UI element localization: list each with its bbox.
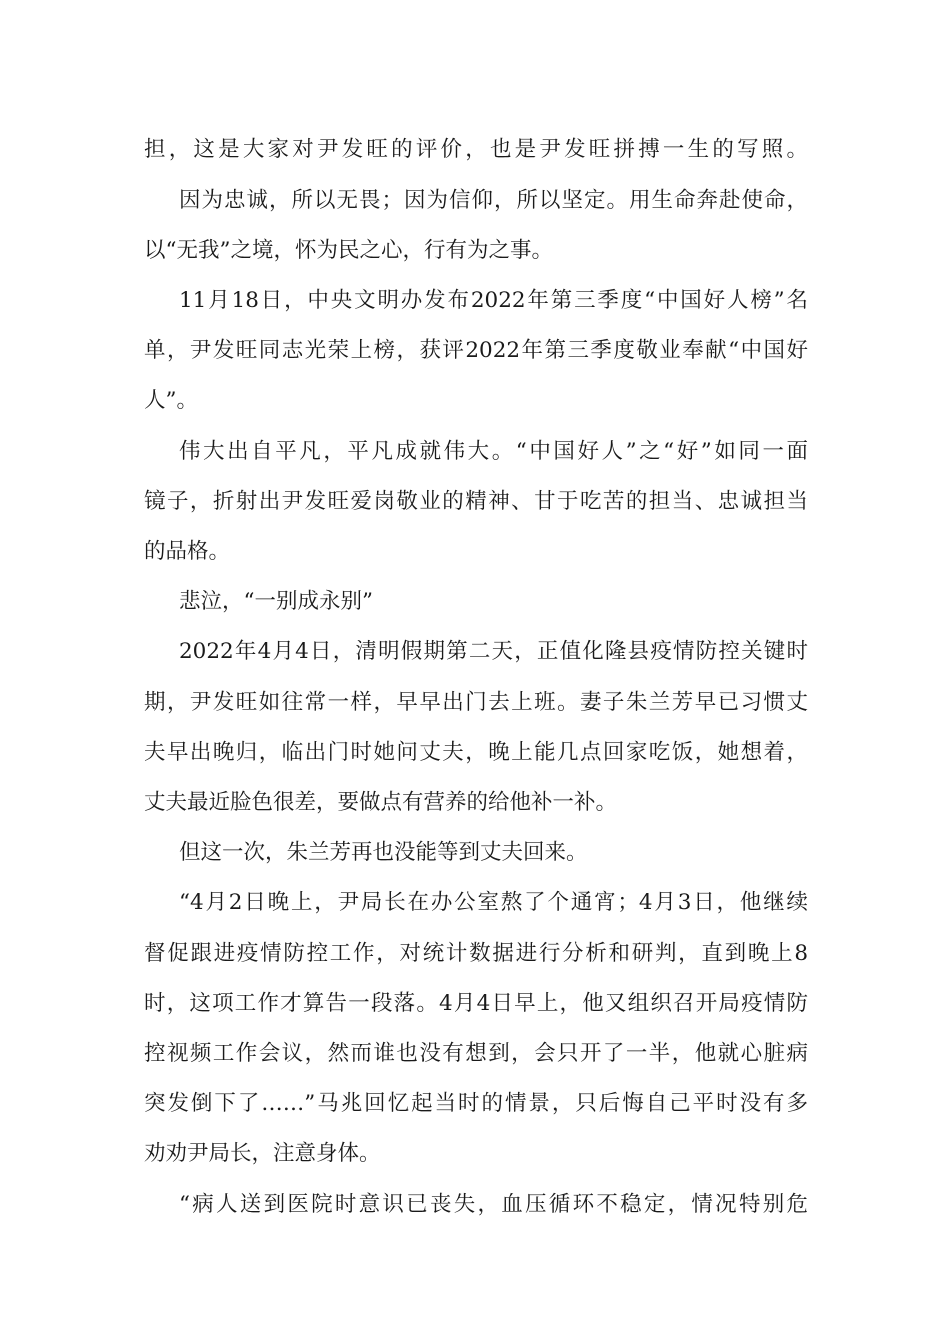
text-line: 但这一次，朱兰芳再也没能等到丈夫回来。 <box>179 840 588 865</box>
text-line: 11月18日，中央文明办发布2022年第三季度“中国好人榜”名 <box>179 288 808 313</box>
text-line: 时，这项工作才算告一段落。4月4日早上，他又组织召开局疫情防 <box>144 991 808 1016</box>
text-line: 因为忠诚，所以无畏；因为信仰，所以坚定。用生命奔赴使命， <box>179 188 808 213</box>
text-line: 2022年4月4日，清明假期第二天，正值化隆县疫情防控关键时 <box>179 639 808 664</box>
text-line: 的品格。 <box>144 539 231 564</box>
text-line: 镜子，折射出尹发旺爱岗敬业的精神、甘于吃苦的担当、忠诚担当 <box>144 489 808 514</box>
text-line: 伟大出自平凡，平凡成就伟大。“中国好人”之“好”如同一面 <box>179 439 808 464</box>
text-line: 单，尹发旺同志光荣上榜，获评2022年第三季度敬业奉献“中国好 <box>144 338 808 363</box>
text-line: 控视频工作会议，然而谁也没有想到，会只开了一半，他就心脏病 <box>144 1041 808 1066</box>
section-heading: 悲泣，“一别成永别” <box>179 589 373 614</box>
text-line: 以“无我”之境，怀为民之心，行有为之事。 <box>144 238 553 263</box>
text-line: “病人送到医院时意识已丧失，血压循环不稳定，情况特别危 <box>179 1192 808 1217</box>
text-line: 突发倒下了……”马兆回忆起当时的情景，只后悔自己平时没有多 <box>144 1091 808 1116</box>
text-line: 人”。 <box>144 388 198 413</box>
text-line: 担，这是大家对尹发旺的评价，也是尹发旺拼搏一生的写照。 <box>144 137 808 162</box>
text-line: 期，尹发旺如往常一样，早早出门去上班。妻子朱兰芳早已习惯丈 <box>144 690 808 715</box>
text-line: 丈夫最近脸色很差，要做点有营养的给他补一补。 <box>144 790 618 815</box>
text-line: 夫早出晚归，临出门时她问丈夫，晚上能几点回家吃饭，她想着， <box>144 740 808 765</box>
text-line: 劝劝尹局长，注意身体。 <box>144 1141 381 1166</box>
text-line: “4月2日晚上，尹局长在办公室熬了个通宵；4月3日，他继续 <box>179 890 808 915</box>
text-line: 督促跟进疫情防控工作，对统计数据进行分析和研判，直到晚上8 <box>144 941 808 966</box>
